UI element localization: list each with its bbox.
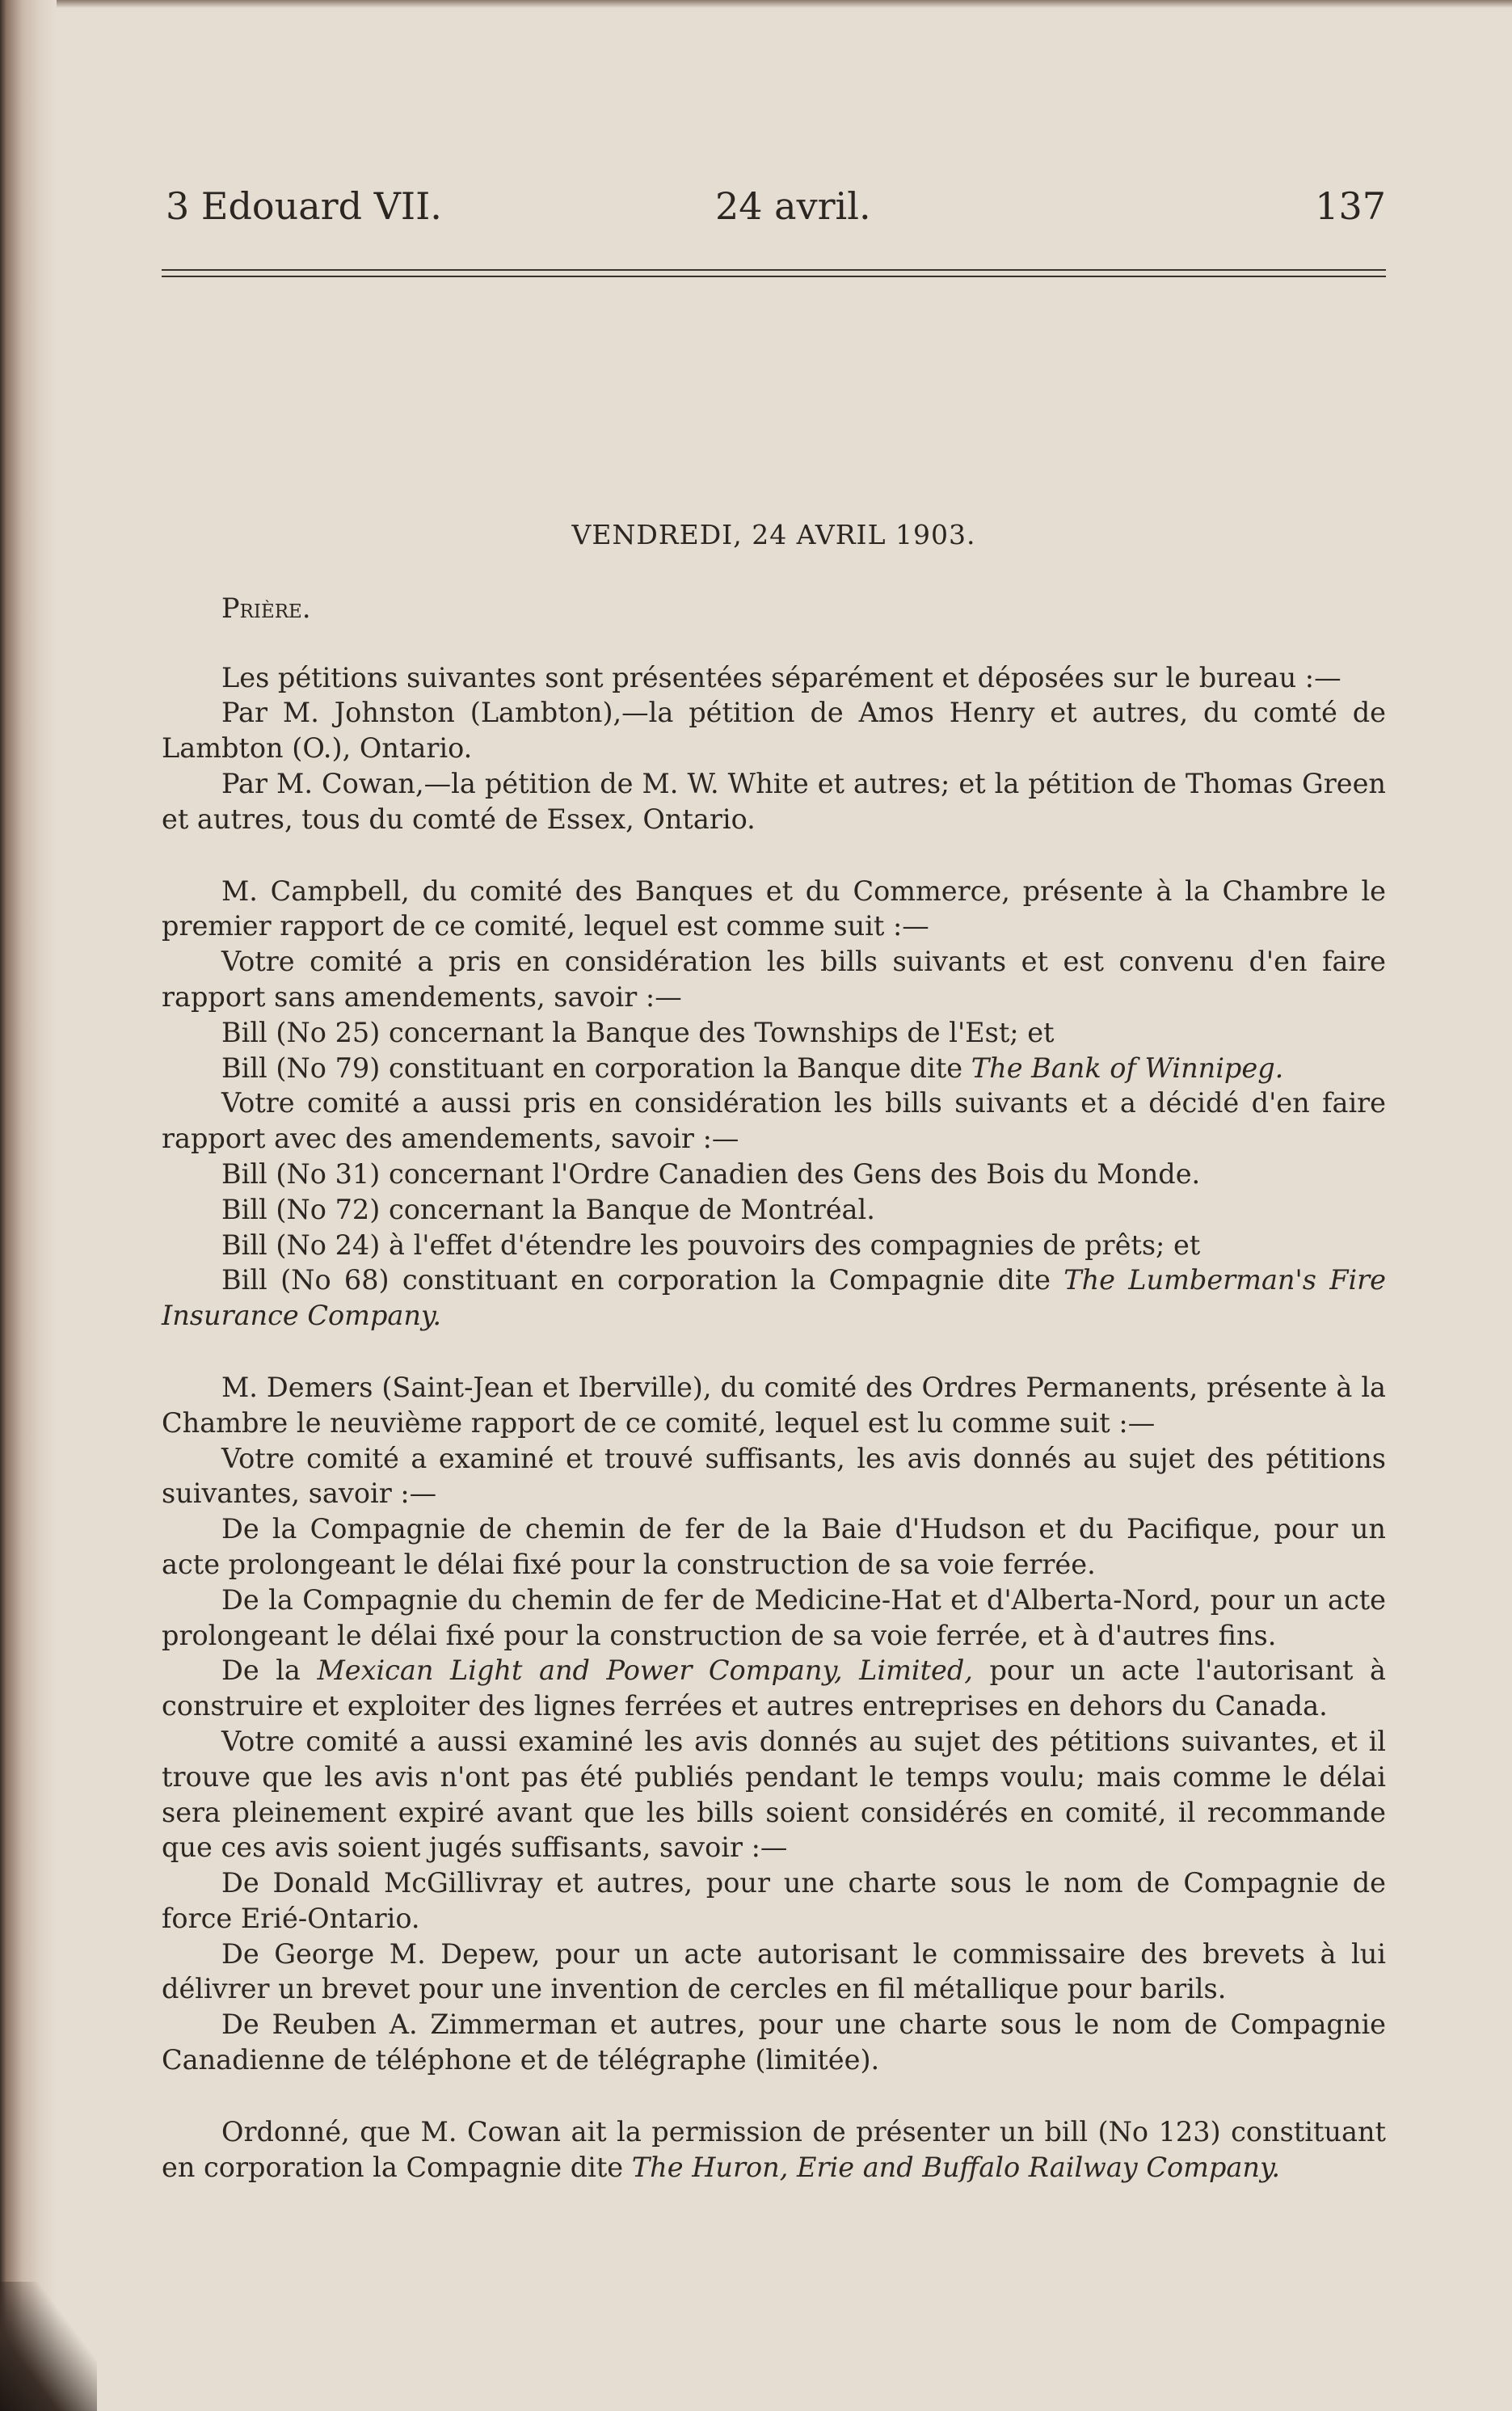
bill-25: Bill (No 25) concernant la Banque des Townships de l'Est; et [221,1016,1055,1048]
bill-72: Bill (No 72) concernant la Banque de Montréal. [221,1193,875,1225]
petition-depew: De George M. Depew, pour un acte autorisant le commissaire des brevets à lui délivrer un brevet pour une invention de cercles en fil métallique pour barils. [162,1937,1386,2005]
huron-erie-buffalo-name: The Huron, Erie and Buffalo Railway Company. [631,2151,1281,2183]
header-date: 24 avril. [715,184,871,228]
bill-68: Bill (No 68) constituant en corporation la Compagnie dite The Lumberman's Fire Insurance Company. [162,1264,1386,1332]
ordres-report-intro: M. Demers (Saint-Jean et Iberville), du comité des Ordres Permanents, présente à la Chambre le neuvième rapport de ce comité, lequel est lu comme suit :— [162,1371,1386,1439]
banques-sans-amendements: Votre comité a pris en considération les bills suivants et est convenu d'en faire rapport sans amendements, savoir :— [162,946,1386,1013]
lumbermans-fire-name: The Lumberman's Fire Insurance Company. [162,1264,1386,1332]
header-rule-bottom [162,276,1386,277]
header-rule-top [162,269,1386,271]
bill-24: Bill (No 24) à l'effet d'étendre les pouvoirs des compagnies de prêts; et [221,1229,1201,1261]
petition-medicine-hat: De la Compagnie du chemin de fer de Medicine-Hat et d'Alberta-Nord, pour un acte prolongeant le délai fixé pour la construction de sa voie ferrée, et à d'autres fins. [162,1583,1386,1651]
regnal-year: 3 Edouard VII. [166,184,442,228]
petition-zimmerman: De Reuben A. Zimmerman et autres, pour une charte sous le nom de Compagnie Canadienne de téléphone et de télégraphe (limitée). [162,2008,1386,2076]
petition-hudson-pacifique: De la Compagnie de chemin de fer de la Baie d'Hudson et du Pacifique, pour un acte prolongeant le délai fixé pour la construction de sa voie ferrée. [162,1513,1386,1580]
date-heading: VENDREDI, 24 AVRIL 1903. [571,519,976,550]
page-top-edge [0,0,1512,8]
avis-non-publies: Votre comité a aussi examiné les avis donnés au sujet des pétitions suivantes, et il trouve que les avis n'ont pas été publiés pendant le temps voulu; mais comme le délai sera pleinement expiré avant que les bills soient considérés en comité, il recommande que ces avis soient jugés suffisants, savoir :— [162,1725,1386,1864]
page-number: 137 [1315,184,1386,228]
page-corner-shadow [0,2282,97,2411]
running-header [166,184,1386,241]
petition-johnston: Par M. Johnston (Lambton),—la pétition de Amos Henry et autres, du comté de Lambton (O.), Ontario. [162,697,1386,765]
priere-heading: Prière. [221,592,311,624]
petitions-intro: Les pétitions suivantes sont présentées séparément et déposées sur le bureau :— [221,661,1341,693]
petition-cowan: Par M. Cowan,—la pétition de M. W. White et autres; et la pétition de Thomas Green et autres, tous du comté de Essex, Ontario. [162,767,1386,835]
page-binding-edge [0,0,57,2411]
bill-31: Bill (No 31) concernant l'Ordre Canadien des Gens des Bois du Monde. [221,1157,1201,1190]
ordonne-cowan-bill-123: Ordonné, que M. Cowan ait la permission de présenter un bill (No 123) constituant en corporation la Compagnie dite The Huron, Erie and Buffalo Railway Company. [162,2115,1386,2183]
journal-body [162,517,1386,2185]
petition-mcgillivray: De Donald McGillivray et autres, pour une charte sous le nom de Compagnie de force Erié-Ontario. [162,1867,1386,1934]
mexican-light-name: Mexican Light and Power Company, Limited, [317,1654,973,1687]
bank-of-winnipeg-name: The Bank of Winnipeg. [971,1052,1284,1084]
banques-avec-amendements: Votre comité a aussi pris en considération les bills suivants et a décidé d'en faire rapport avec des amendements, savoir :— [162,1087,1386,1155]
petition-mexican-light: De la Mexican Light and Power Company, Limited, pour un acte l'autorisant à construire et exploiter des lignes ferrées et autres entreprises en dehors du Canada. [162,1654,1386,1722]
avis-suffisants: Votre comité a examiné et trouvé suffisants, les avis donnés au sujet des pétitions suivantes, savoir :— [162,1442,1386,1510]
banques-report-intro: M. Campbell, du comité des Banques et du Commerce, présente à la Chambre le premier rapport de ce comité, lequel est comme suit :— [162,875,1386,942]
bill-79: Bill (No 79) constituant en corporation la Banque dite The Bank of Winnipeg. [221,1052,1284,1084]
